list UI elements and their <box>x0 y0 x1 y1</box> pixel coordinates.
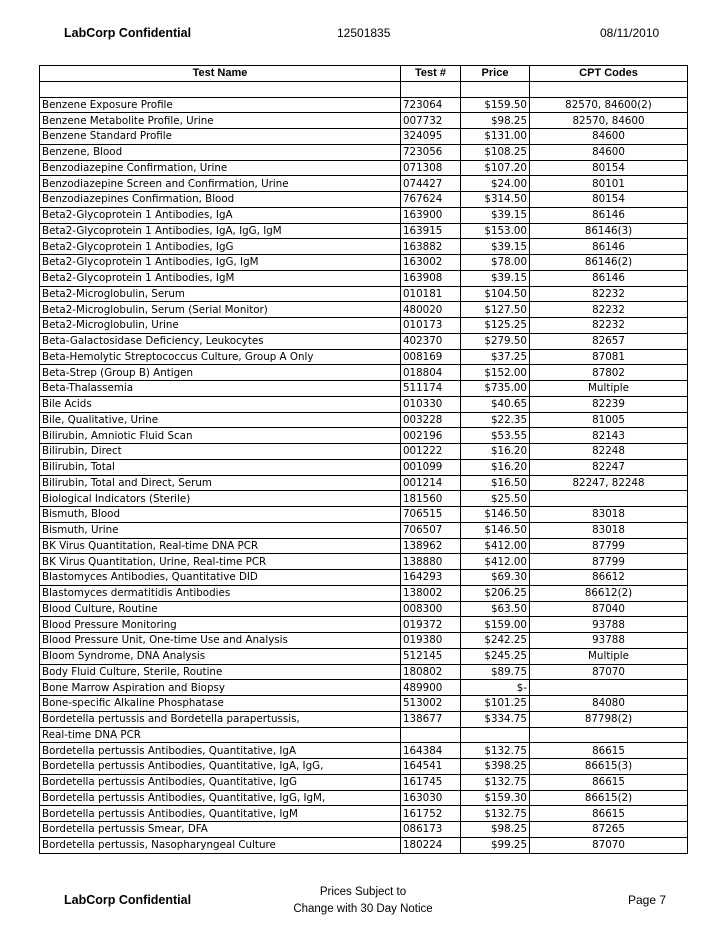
test-name-cell: Bilirubin, Amniotic Fluid Scan <box>40 428 401 444</box>
test-name-cell: Real-time DNA PCR <box>40 727 401 743</box>
price-cell: $159.00 <box>461 617 530 633</box>
test-number-cell: 164384 <box>401 743 461 759</box>
test-number-cell: 723064 <box>401 97 461 113</box>
table-row <box>40 333 688 349</box>
cpt-codes-cell: 93788 <box>530 633 688 649</box>
cpt-codes-cell: 86615(2) <box>530 790 688 806</box>
price-cell: $16.20 <box>461 444 530 460</box>
table-row <box>40 97 688 113</box>
price-cell: $132.75 <box>461 743 530 759</box>
price-cell <box>461 727 530 743</box>
cpt-codes-cell: Multiple <box>530 381 688 397</box>
cpt-codes-cell: 84600 <box>530 144 688 160</box>
header-document-number: 12501835 <box>337 26 391 40</box>
table-row <box>40 664 688 680</box>
table-row <box>40 412 688 428</box>
column-header-price: Price <box>461 66 530 82</box>
cpt-codes-cell <box>530 81 688 97</box>
test-name-cell: Blood Culture, Routine <box>40 601 401 617</box>
price-cell: $132.75 <box>461 774 530 790</box>
price-cell: $104.50 <box>461 286 530 302</box>
footer-notice-line-2: Change with 30 Day Notice <box>293 903 433 915</box>
table-row <box>40 129 688 145</box>
table-row <box>40 381 688 397</box>
table-row <box>40 396 688 412</box>
test-number-cell: 402370 <box>401 333 461 349</box>
test-name-cell: Biological Indicators (Sterile) <box>40 491 401 507</box>
table-row <box>40 207 688 223</box>
cpt-codes-cell: 87799 <box>530 538 688 554</box>
price-cell: $242.25 <box>461 633 530 649</box>
cpt-codes-cell: 82248 <box>530 444 688 460</box>
table-row <box>40 176 688 192</box>
table-row <box>40 743 688 759</box>
column-header-cpt-codes: CPT Codes <box>530 66 688 82</box>
cpt-codes-cell: 87040 <box>530 601 688 617</box>
test-number-cell <box>401 727 461 743</box>
footer-notice <box>278 884 448 918</box>
cpt-codes-cell: 93788 <box>530 617 688 633</box>
table-row <box>40 318 688 334</box>
test-number-cell: 161745 <box>401 774 461 790</box>
price-cell: $89.75 <box>461 664 530 680</box>
cpt-codes-cell: 82232 <box>530 318 688 334</box>
test-name-cell: Bloom Syndrome, DNA Analysis <box>40 648 401 664</box>
table-row <box>40 302 688 318</box>
price-cell: $245.25 <box>461 648 530 664</box>
test-name-cell: Bordetella pertussis Antibodies, Quantitative, IgA <box>40 743 401 759</box>
test-number-cell: 008300 <box>401 601 461 617</box>
test-number-cell: 001214 <box>401 475 461 491</box>
table-row <box>40 570 688 586</box>
test-name-cell: Beta-Strep (Group B) Antigen <box>40 365 401 381</box>
table-row <box>40 601 688 617</box>
test-number-cell: 138880 <box>401 554 461 570</box>
cpt-codes-cell: 87799 <box>530 554 688 570</box>
price-cell: $37.25 <box>461 349 530 365</box>
test-number-cell: 706507 <box>401 522 461 538</box>
test-name-cell: Beta2-Glycoprotein 1 Antibodies, IgM <box>40 270 401 286</box>
cpt-codes-cell: 82657 <box>530 333 688 349</box>
test-name-cell: Beta2-Glycoprotein 1 Antibodies, IgG, IgM <box>40 255 401 271</box>
test-name-cell: Beta-Galactosidase Deficiency, Leukocytes <box>40 333 401 349</box>
table-row <box>40 837 688 853</box>
price-cell: $39.15 <box>461 270 530 286</box>
table-row <box>40 144 688 160</box>
price-cell: $98.25 <box>461 113 530 129</box>
test-name-cell: Bordetella pertussis Antibodies, Quantitative, IgG <box>40 774 401 790</box>
test-name-cell: Blastomyces dermatitidis Antibodies <box>40 585 401 601</box>
test-number-cell: 003228 <box>401 412 461 428</box>
price-cell: $146.50 <box>461 522 530 538</box>
price-cell: $69.30 <box>461 570 530 586</box>
price-cell: $125.25 <box>461 318 530 334</box>
cpt-codes-cell: 87265 <box>530 822 688 838</box>
price-cell: $146.50 <box>461 507 530 523</box>
test-name-cell: Benzene, Blood <box>40 144 401 160</box>
table-row <box>40 585 688 601</box>
table-row <box>40 759 688 775</box>
test-number-cell: 010330 <box>401 396 461 412</box>
cpt-codes-cell: 82232 <box>530 302 688 318</box>
table-row <box>40 255 688 271</box>
cpt-codes-cell: 80154 <box>530 160 688 176</box>
price-cell: $127.50 <box>461 302 530 318</box>
price-cell: $53.55 <box>461 428 530 444</box>
test-name-cell: Bilirubin, Total and Direct, Serum <box>40 475 401 491</box>
test-number-cell: 180224 <box>401 837 461 853</box>
table-header-row <box>40 66 688 82</box>
test-name-cell: Body Fluid Culture, Sterile, Routine <box>40 664 401 680</box>
table-row <box>40 81 688 97</box>
cpt-codes-cell <box>530 680 688 696</box>
test-number-cell: 071308 <box>401 160 461 176</box>
test-number-cell: 001222 <box>401 444 461 460</box>
test-number-cell: 180802 <box>401 664 461 680</box>
price-cell: $107.20 <box>461 160 530 176</box>
cpt-codes-cell: 87798(2) <box>530 711 688 727</box>
test-name-cell <box>40 81 401 97</box>
cpt-codes-cell: 84600 <box>530 129 688 145</box>
test-number-cell: 163908 <box>401 270 461 286</box>
test-number-cell: 138677 <box>401 711 461 727</box>
test-number-cell: 163002 <box>401 255 461 271</box>
test-name-cell: Beta2-Microglobulin, Urine <box>40 318 401 334</box>
test-number-cell: 138002 <box>401 585 461 601</box>
test-number-cell: 163900 <box>401 207 461 223</box>
test-number-cell: 019372 <box>401 617 461 633</box>
footer-confidential: LabCorp Confidential <box>64 893 192 907</box>
cpt-codes-cell: 86146 <box>530 239 688 255</box>
test-name-cell: BK Virus Quantitation, Real-time DNA PCR <box>40 538 401 554</box>
test-number-cell: 074427 <box>401 176 461 192</box>
test-name-cell: Bordetella pertussis Antibodies, Quantitative, IgM <box>40 806 401 822</box>
price-cell: $16.20 <box>461 459 530 475</box>
table-row <box>40 522 688 538</box>
test-number-cell: 513002 <box>401 696 461 712</box>
table-row <box>40 239 688 255</box>
cpt-codes-cell: 87070 <box>530 664 688 680</box>
cpt-codes-cell: 82143 <box>530 428 688 444</box>
column-header-test-name: Test Name <box>40 66 401 82</box>
table-row <box>40 727 688 743</box>
test-number-cell: 163030 <box>401 790 461 806</box>
price-cell: $25.50 <box>461 491 530 507</box>
test-number-cell: 767624 <box>401 192 461 208</box>
table-row <box>40 696 688 712</box>
table-row <box>40 680 688 696</box>
table-row <box>40 459 688 475</box>
cpt-codes-cell: 86146(3) <box>530 223 688 239</box>
test-number-cell: 164541 <box>401 759 461 775</box>
test-name-cell: Beta2-Microglobulin, Serum (Serial Monitor) <box>40 302 401 318</box>
cpt-codes-cell: 86615 <box>530 806 688 822</box>
test-name-cell: Benzodiazepine Confirmation, Urine <box>40 160 401 176</box>
price-cell: $22.35 <box>461 412 530 428</box>
cpt-codes-cell: 86612(2) <box>530 585 688 601</box>
price-cell: $132.75 <box>461 806 530 822</box>
table-row <box>40 790 688 806</box>
table-row <box>40 192 688 208</box>
test-number-cell: 010173 <box>401 318 461 334</box>
table-row <box>40 160 688 176</box>
price-cell: $152.00 <box>461 365 530 381</box>
cpt-codes-cell: Multiple <box>530 648 688 664</box>
test-name-cell: Beta2-Microglobulin, Serum <box>40 286 401 302</box>
test-name-cell: Bone Marrow Aspiration and Biopsy <box>40 680 401 696</box>
price-cell: $334.75 <box>461 711 530 727</box>
table-row <box>40 774 688 790</box>
test-number-cell: 723056 <box>401 144 461 160</box>
table-row <box>40 554 688 570</box>
price-cell: $153.00 <box>461 223 530 239</box>
footer-page-number: Page 7 <box>628 893 667 907</box>
test-name-cell: Beta-Thalassemia <box>40 381 401 397</box>
test-name-cell: Beta-Hemolytic Streptococcus Culture, Group A Only <box>40 349 401 365</box>
test-name-cell: Bone-specific Alkaline Phosphatase <box>40 696 401 712</box>
cpt-codes-cell: 86615 <box>530 743 688 759</box>
cpt-codes-cell: 82570, 84600(2) <box>530 97 688 113</box>
table-row <box>40 806 688 822</box>
header-date: 08/11/2010 <box>600 26 660 40</box>
test-name-cell: Bile, Qualitative, Urine <box>40 412 401 428</box>
cpt-codes-cell <box>530 727 688 743</box>
table-row <box>40 507 688 523</box>
price-cell: $314.50 <box>461 192 530 208</box>
cpt-codes-cell: 81005 <box>530 412 688 428</box>
test-number-cell: 001099 <box>401 459 461 475</box>
test-number-cell: 163882 <box>401 239 461 255</box>
table-row <box>40 538 688 554</box>
cpt-codes-cell: 86146 <box>530 207 688 223</box>
price-cell: $98.25 <box>461 822 530 838</box>
test-number-cell: 007732 <box>401 113 461 129</box>
price-cell <box>461 81 530 97</box>
price-cell: $108.25 <box>461 144 530 160</box>
table-row <box>40 633 688 649</box>
test-name-cell: Beta2-Glycoprotein 1 Antibodies, IgG <box>40 239 401 255</box>
cpt-codes-cell: 82239 <box>530 396 688 412</box>
price-cell: $398.25 <box>461 759 530 775</box>
cpt-codes-cell: 86615 <box>530 774 688 790</box>
test-number-cell: 511174 <box>401 381 461 397</box>
test-name-cell: Blood Pressure Unit, One-time Use and Analysis <box>40 633 401 649</box>
table-row <box>40 286 688 302</box>
table-row <box>40 270 688 286</box>
table-row <box>40 349 688 365</box>
test-name-cell: Bordetella pertussis Antibodies, Quantitative, IgG, IgM, <box>40 790 401 806</box>
price-cell: $39.15 <box>461 207 530 223</box>
test-name-cell: Blood Pressure Monitoring <box>40 617 401 633</box>
test-name-cell: Blastomyces Antibodies, Quantitative DID <box>40 570 401 586</box>
test-number-cell: 706515 <box>401 507 461 523</box>
cpt-codes-cell: 87081 <box>530 349 688 365</box>
test-number-cell: 164293 <box>401 570 461 586</box>
test-name-cell: Bilirubin, Total <box>40 459 401 475</box>
price-cell: $735.00 <box>461 381 530 397</box>
header-confidential: LabCorp Confidential <box>64 26 192 40</box>
cpt-codes-cell: 86146 <box>530 270 688 286</box>
cpt-codes-cell: 80101 <box>530 176 688 192</box>
cpt-codes-cell: 86615(3) <box>530 759 688 775</box>
table-row <box>40 475 688 491</box>
test-name-cell: Bordetella pertussis Antibodies, Quantitative, IgA, IgG, <box>40 759 401 775</box>
price-cell: $78.00 <box>461 255 530 271</box>
table-row <box>40 365 688 381</box>
cpt-codes-cell: 83018 <box>530 507 688 523</box>
test-name-cell: Bilirubin, Direct <box>40 444 401 460</box>
price-cell: $279.50 <box>461 333 530 349</box>
cpt-codes-cell: 86612 <box>530 570 688 586</box>
test-number-cell: 138962 <box>401 538 461 554</box>
price-cell: $- <box>461 680 530 696</box>
cpt-codes-cell: 87802 <box>530 365 688 381</box>
price-cell: $412.00 <box>461 554 530 570</box>
price-cell: $412.00 <box>461 538 530 554</box>
price-cell: $101.25 <box>461 696 530 712</box>
price-cell: $39.15 <box>461 239 530 255</box>
test-name-cell: Benzene Exposure Profile <box>40 97 401 113</box>
price-cell: $159.50 <box>461 97 530 113</box>
test-name-cell: Benzene Metabolite Profile, Urine <box>40 113 401 129</box>
table-row <box>40 617 688 633</box>
table-row <box>40 822 688 838</box>
test-number-cell: 008169 <box>401 349 461 365</box>
test-number-cell: 019380 <box>401 633 461 649</box>
price-cell: $40.65 <box>461 396 530 412</box>
cpt-codes-cell: 86146(2) <box>530 255 688 271</box>
price-cell: $206.25 <box>461 585 530 601</box>
price-cell: $63.50 <box>461 601 530 617</box>
footer-notice-line-1: Prices Subject to <box>319 886 407 898</box>
cpt-codes-cell: 83018 <box>530 522 688 538</box>
price-table <box>39 65 688 854</box>
table-row <box>40 223 688 239</box>
cpt-codes-cell <box>530 491 688 507</box>
cpt-codes-cell: 82247, 82248 <box>530 475 688 491</box>
test-number-cell: 002196 <box>401 428 461 444</box>
table-row <box>40 444 688 460</box>
cpt-codes-cell: 80154 <box>530 192 688 208</box>
test-name-cell: Benzodiazepines Confirmation, Blood <box>40 192 401 208</box>
test-number-cell: 181560 <box>401 491 461 507</box>
test-number-cell: 161752 <box>401 806 461 822</box>
test-number-cell: 324095 <box>401 129 461 145</box>
test-name-cell: Benzene Standard Profile <box>40 129 401 145</box>
test-name-cell: Bismuth, Blood <box>40 507 401 523</box>
table-row <box>40 428 688 444</box>
test-number-cell: 086173 <box>401 822 461 838</box>
test-name-cell: Bordetella pertussis Smear, DFA <box>40 822 401 838</box>
test-name-cell: BK Virus Quantitation, Urine, Real-time PCR <box>40 554 401 570</box>
test-name-cell: Benzodiazepine Screen and Confirmation, Urine <box>40 176 401 192</box>
test-name-cell: Bismuth, Urine <box>40 522 401 538</box>
table-row <box>40 491 688 507</box>
test-number-cell: 512145 <box>401 648 461 664</box>
test-name-cell: Beta2-Glycoprotein 1 Antibodies, IgA, IgG, IgM <box>40 223 401 239</box>
price-cell: $131.00 <box>461 129 530 145</box>
cpt-codes-cell: 84080 <box>530 696 688 712</box>
table-row <box>40 113 688 129</box>
table-row <box>40 648 688 664</box>
test-number-cell: 018804 <box>401 365 461 381</box>
test-name-cell: Bordetella pertussis, Nasopharyngeal Culture <box>40 837 401 853</box>
test-number-cell: 163915 <box>401 223 461 239</box>
test-name-cell: Bile Acids <box>40 396 401 412</box>
cpt-codes-cell: 87070 <box>530 837 688 853</box>
test-number-cell <box>401 81 461 97</box>
price-cell: $159.30 <box>461 790 530 806</box>
price-cell: $16.50 <box>461 475 530 491</box>
test-number-cell: 010181 <box>401 286 461 302</box>
test-name-cell: Beta2-Glycoprotein 1 Antibodies, IgA <box>40 207 401 223</box>
test-name-cell: Bordetella pertussis and Bordetella parapertussis, <box>40 711 401 727</box>
test-number-cell: 489900 <box>401 680 461 696</box>
column-header-test-number: Test # <box>401 66 461 82</box>
cpt-codes-cell: 82232 <box>530 286 688 302</box>
table-row <box>40 711 688 727</box>
cpt-codes-cell: 82247 <box>530 459 688 475</box>
test-number-cell: 480020 <box>401 302 461 318</box>
price-cell: $24.00 <box>461 176 530 192</box>
price-cell: $99.25 <box>461 837 530 853</box>
cpt-codes-cell: 82570, 84600 <box>530 113 688 129</box>
